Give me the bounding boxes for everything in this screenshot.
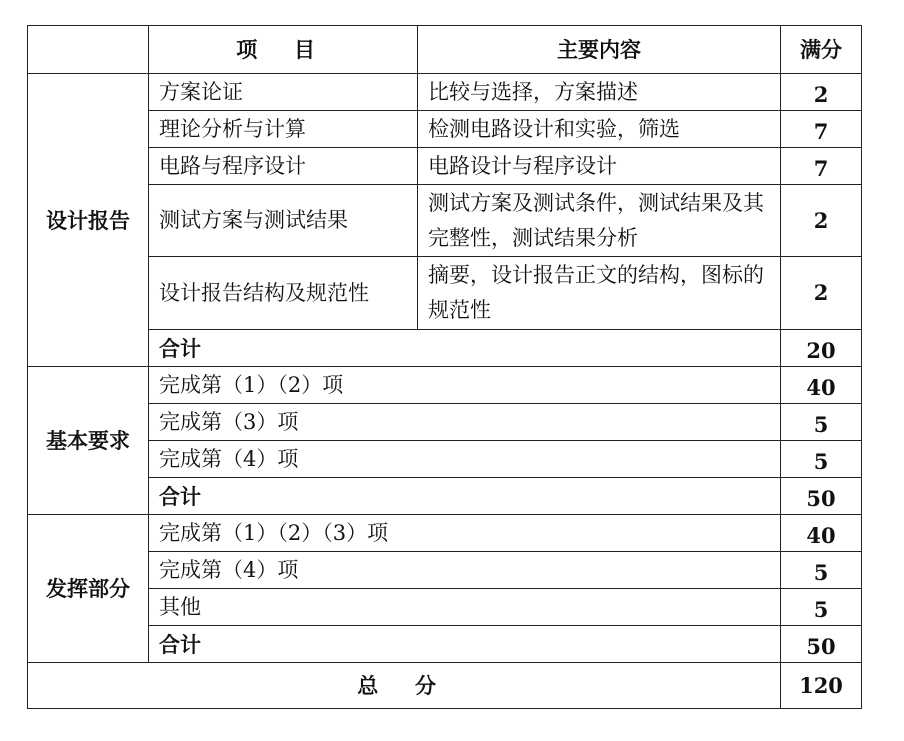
row-score: 5 [781,552,862,589]
section-basic: 基本要求 [28,367,149,515]
row-score: 2 [781,257,862,330]
row-item: 完成第（4）项 [149,552,781,589]
subtotal-label: 合计 [149,330,781,367]
row-item: 电路与程序设计 [149,148,418,185]
row-item: 设计报告结构及规范性 [149,257,418,330]
header-score: 满分 [781,26,862,74]
header-row [28,26,862,74]
subtotal-score: 50 [781,478,862,515]
row-content: 电路设计与程序设计 [418,148,781,185]
subtotal-label: 合计 [149,626,781,663]
table-row [28,148,862,185]
header-item: 项 目 [149,26,418,74]
subtotal-row [28,478,862,515]
row-score: 5 [781,441,862,478]
row-item: 理论分析与计算 [149,111,418,148]
row-content: 测试方案及测试条件，测试结果及其完整性，测试结果分析 [418,185,781,257]
header-blank [28,26,149,74]
row-content: 检测电路设计和实验，筛选 [418,111,781,148]
table-row [28,111,862,148]
row-item: 方案论证 [149,74,418,111]
row-score: 5 [781,404,862,441]
table-row [28,515,862,552]
table-row [28,257,862,330]
row-content: 比较与选择，方案描述 [418,74,781,111]
grand-total-label: 总 分 [28,663,781,709]
table-row [28,552,862,589]
header-content: 主要内容 [418,26,781,74]
grand-total-row [28,663,862,709]
table-row [28,74,862,111]
row-score: 5 [781,589,862,626]
row-item: 完成第（3）项 [149,404,781,441]
row-item: 完成第（4）项 [149,441,781,478]
table-row [28,441,862,478]
row-score: 2 [781,74,862,111]
row-item: 其他 [149,589,781,626]
grand-total-score: 120 [781,663,862,709]
row-score: 2 [781,185,862,257]
table-row [28,185,862,257]
subtotal-row [28,330,862,367]
row-score: 7 [781,111,862,148]
row-item: 测试方案与测试结果 [149,185,418,257]
table-row [28,404,862,441]
subtotal-label: 合计 [149,478,781,515]
row-score: 7 [781,148,862,185]
subtotal-score: 20 [781,330,862,367]
section-advanced: 发挥部分 [28,515,149,663]
subtotal-row [28,626,862,663]
row-item: 完成第（1）（2）（3）项 [149,515,781,552]
row-content: 摘要，设计报告正文的结构，图标的规范性 [418,257,781,330]
subtotal-score: 50 [781,626,862,663]
row-score: 40 [781,515,862,552]
section-design-report: 设计报告 [28,74,149,367]
table-row [28,367,862,404]
row-score: 40 [781,367,862,404]
row-item: 完成第（1）（2）项 [149,367,781,404]
score-table [27,25,862,709]
table-row [28,589,862,626]
